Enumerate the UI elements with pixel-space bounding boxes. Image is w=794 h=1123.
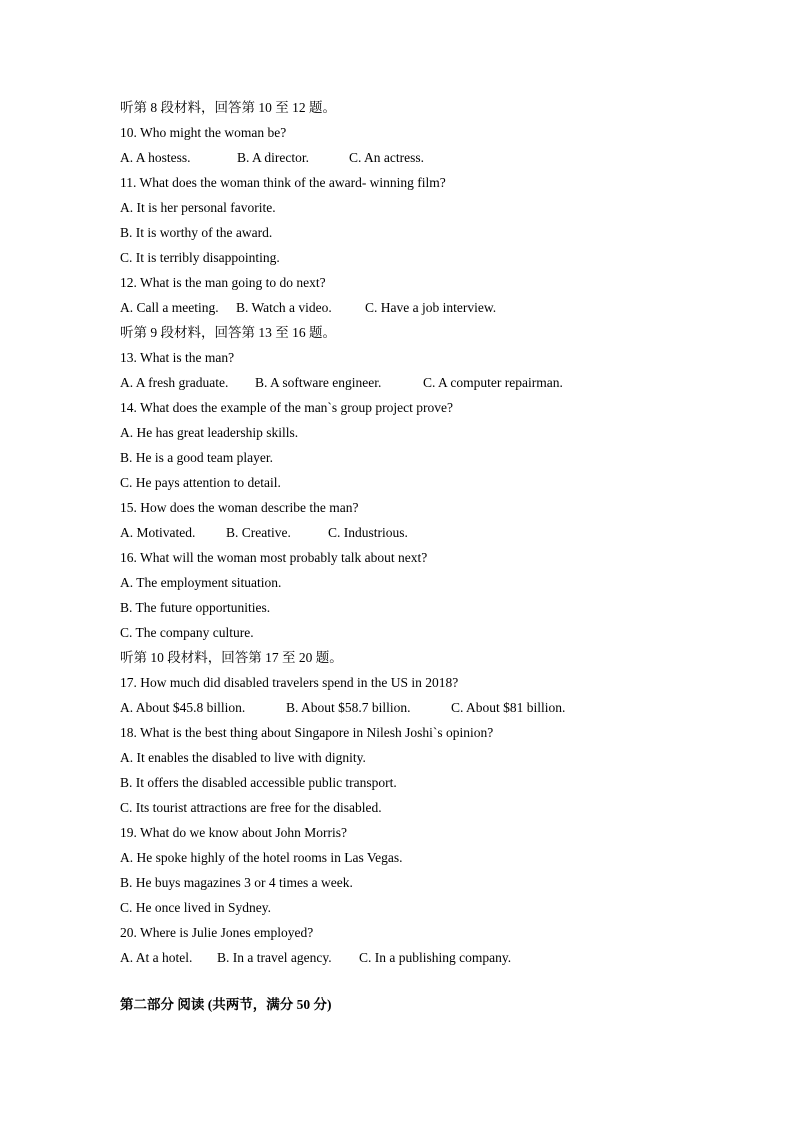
option-b[interactable]: B. A director.	[237, 150, 309, 165]
section-header: 听第 10 段材料，回答第 17 至 20 题。	[120, 650, 343, 665]
section-header: 听第 9 段材料，回答第 13 至 16 题。	[120, 325, 336, 340]
question-text: 10. Who might the woman be?	[120, 125, 287, 140]
option-b[interactable]: B. He buys magazines 3 or 4 times a week.	[120, 875, 353, 890]
question-text: 13. What is the man?	[120, 350, 235, 365]
option-c[interactable]: C. He pays attention to detail.	[120, 475, 281, 490]
option-b[interactable]: B. A software engineer.	[255, 375, 382, 390]
option-c[interactable]: C. An actress.	[349, 150, 424, 165]
option-a[interactable]: A. Motivated.	[120, 525, 196, 540]
option-a[interactable]: A. He has great leadership skills.	[120, 425, 299, 440]
question-text: 19. What do we know about John Morris?	[120, 825, 347, 840]
question-text: 20. Where is Julie Jones employed?	[120, 925, 314, 940]
option-a[interactable]: A. The employment situation.	[120, 575, 282, 590]
option-c[interactable]: C. About $81 billion.	[451, 700, 566, 715]
option-a[interactable]: A. Call a meeting.	[120, 300, 219, 315]
option-c[interactable]: C. He once lived in Sydney.	[120, 900, 271, 915]
option-a[interactable]: A. A fresh graduate.	[120, 375, 229, 390]
options-row	[120, 299, 720, 324]
option-c[interactable]: C. A computer repairman.	[423, 375, 563, 390]
option-b[interactable]: B. The future opportunities.	[120, 600, 271, 615]
listening-section	[120, 99, 720, 974]
option-b[interactable]: B. It offers the disabled accessible public transport.	[120, 775, 397, 790]
option-a[interactable]: A. It enables the disabled to live with dignity.	[120, 750, 366, 765]
options-row	[120, 699, 720, 724]
option-b[interactable]: B. Creative.	[226, 525, 291, 540]
question-text: 17. How much did disabled travelers spend in the US in 2018?	[120, 675, 459, 690]
part-two-heading: 第二部分 阅读 (共两节，满分 50 分)	[120, 997, 332, 1012]
option-c[interactable]: C. The company culture.	[120, 625, 254, 640]
question-text: 11. What does the woman think of the award- winning film?	[120, 175, 446, 190]
option-b[interactable]: B. It is worthy of the award.	[120, 225, 273, 240]
options-row	[120, 374, 720, 399]
option-a[interactable]: A. It is her personal favorite.	[120, 200, 276, 215]
question-text: 14. What does the example of the man`s group project prove?	[120, 400, 454, 415]
option-a[interactable]: A. At a hotel.	[120, 950, 193, 965]
option-c[interactable]: C. Industrious.	[328, 525, 408, 540]
option-c[interactable]: C. It is terribly disappointing.	[120, 250, 280, 265]
option-a[interactable]: A. A hostess.	[120, 150, 191, 165]
question-text: 15. How does the woman describe the man?	[120, 500, 359, 515]
option-b[interactable]: B. Watch a video.	[236, 300, 332, 315]
option-b[interactable]: B. About $58.7 billion.	[286, 700, 411, 715]
option-b[interactable]: B. He is a good team player.	[120, 450, 273, 465]
option-b[interactable]: B. In a travel agency.	[217, 950, 332, 965]
options-row	[120, 524, 720, 549]
option-c[interactable]: C. In a publishing company.	[359, 950, 512, 965]
question-text: 18. What is the best thing about Singapore in Nilesh Joshi`s opinion?	[120, 725, 494, 740]
option-a[interactable]: A. He spoke highly of the hotel rooms in Las Vegas.	[120, 850, 403, 865]
section-header: 听第 8 段材料，回答第 10 至 12 题。	[120, 100, 336, 115]
options-row	[120, 149, 720, 174]
question-text: 12. What is the man going to do next?	[120, 275, 326, 290]
option-c[interactable]: C. Have a job interview.	[365, 300, 497, 315]
options-row	[120, 949, 720, 974]
option-a[interactable]: A. About $45.8 billion.	[120, 700, 246, 715]
option-c[interactable]: C. Its tourist attractions are free for the disabled.	[120, 800, 382, 815]
question-text: 16. What will the woman most probably talk about next?	[120, 550, 428, 565]
